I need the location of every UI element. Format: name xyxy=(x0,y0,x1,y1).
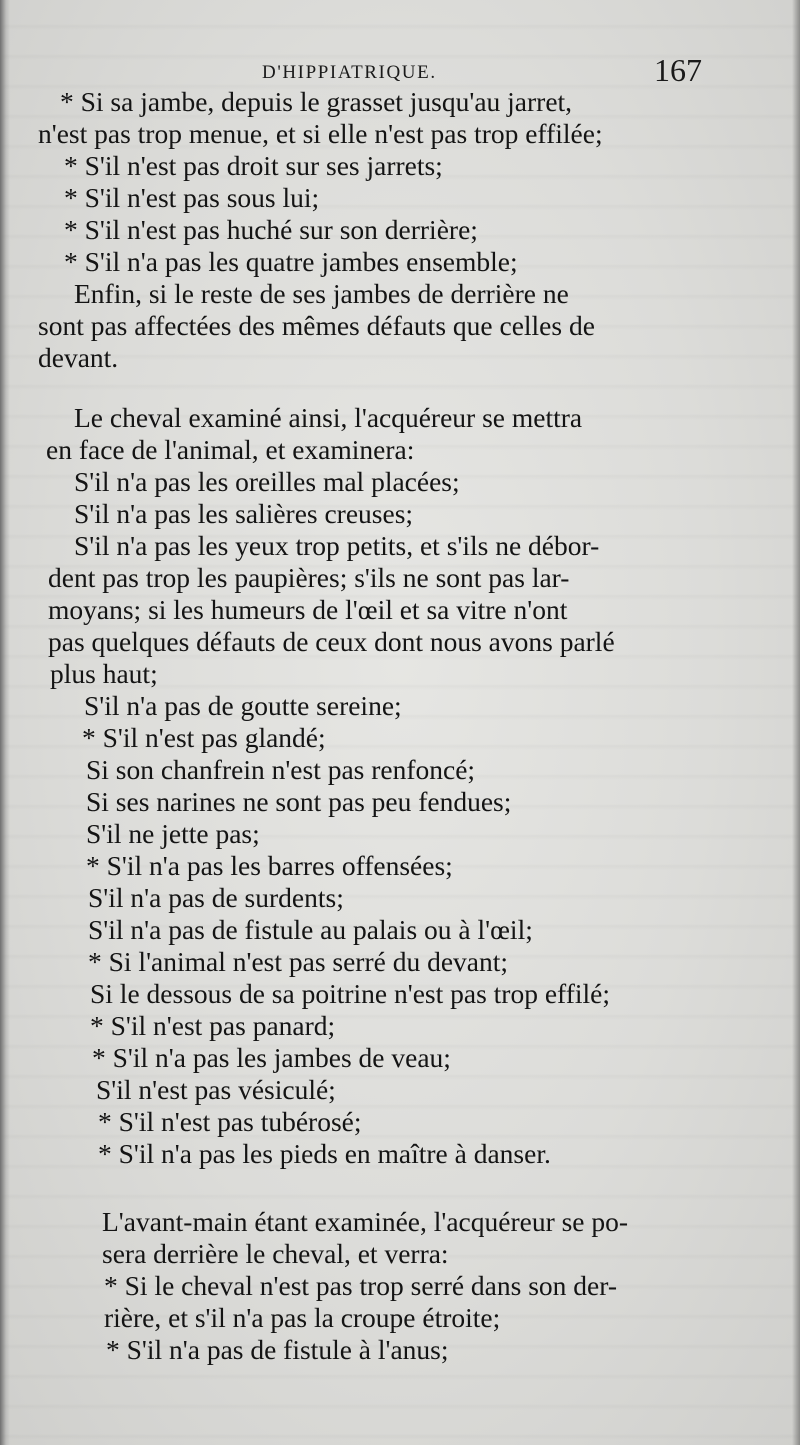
running-head: D'HIPPIATRIQUE. xyxy=(262,62,437,83)
text-line: * S'il n'est pas huché sur son derrière; xyxy=(64,214,478,245)
text-line: Si le dessous de sa poitrine n'est pas trop effilé; xyxy=(90,978,610,1009)
blank-line xyxy=(38,1170,728,1206)
text-line: S'il n'a pas les yeux trop petits, et s'ils ne débor- xyxy=(74,530,600,561)
text-line: dent pas trop les paupières; s'ils ne sont pas lar- xyxy=(48,562,570,593)
text-line: L'avant-main étant examinée, l'acquéreur se po- xyxy=(102,1206,629,1237)
text-line: rière, et s'il n'a pas la croupe étroite; xyxy=(104,1302,501,1333)
text-line: * Si sa jambe, depuis le grasset jusqu'au jarret, xyxy=(60,86,573,117)
text-line: * Si l'animal n'est pas serré du devant; xyxy=(88,946,509,977)
text-line: sera derrière le cheval, et verra: xyxy=(102,1238,449,1269)
page-number: 167 xyxy=(654,52,702,88)
text-line: * S'il n'a pas les jambes de veau; xyxy=(92,1042,451,1073)
text-line: * Si le cheval n'est pas trop serré dans son der- xyxy=(104,1270,618,1301)
text-line: S'il n'a pas de goutte sereine; xyxy=(84,690,402,721)
text-line: * S'il n'est pas panard; xyxy=(90,1010,336,1041)
text-line: S'il n'a pas les salières creuses; xyxy=(74,498,414,529)
text-line: S'il n'est pas vésiculé; xyxy=(96,1074,336,1105)
text-line: sont pas affectées des mêmes défauts que celles de xyxy=(38,310,595,341)
blank-line xyxy=(38,374,728,402)
text-line: pas quelques défauts de ceux dont nous avons parlé xyxy=(48,626,615,657)
text-line: * S'il n'a pas les pieds en maître à danser. xyxy=(98,1138,551,1169)
text-line: plus haut; xyxy=(50,658,158,689)
text-line: Si son chanfrein n'est pas renfoncé; xyxy=(86,754,476,785)
text-line: * S'il n'est pas glandé; xyxy=(82,722,326,753)
text-line: en face de l'animal, et examinera: xyxy=(46,434,415,465)
text-line: * S'il n'a pas de fistule à l'anus; xyxy=(106,1334,449,1365)
text-line: moyans; si les humeurs de l'œil et sa vitre n'ont xyxy=(48,594,568,625)
text-line: S'il n'a pas de fistule au palais ou à l'œil; xyxy=(88,914,533,945)
text-line: n'est pas trop menue, et si elle n'est pas trop effilée; xyxy=(38,118,603,149)
text-line: Si ses narines ne sont pas peu fendues; xyxy=(86,786,512,817)
text-line: * S'il n'a pas les barres offensées; xyxy=(86,850,453,881)
text-line: Enfin, si le reste de ses jambes de derrière ne xyxy=(74,278,569,309)
text-line: * S'il n'est pas tubérosé; xyxy=(98,1106,362,1137)
text-line: S'il n'a pas de surdents; xyxy=(88,882,344,913)
text-line: devant. xyxy=(38,342,119,373)
text-line: * S'il n'a pas les quatre jambes ensemble; xyxy=(64,246,518,277)
text-line: S'il n'a pas les oreilles mal placées; xyxy=(74,466,460,497)
text-line: S'il ne jette pas; xyxy=(86,818,260,849)
body-text xyxy=(38,86,728,1366)
text-line: * S'il n'est pas droit sur ses jarrets; xyxy=(64,150,443,181)
text-line: Le cheval examiné ainsi, l'acquéreur se mettra xyxy=(74,402,583,433)
text-line: * S'il n'est pas sous lui; xyxy=(64,182,320,213)
